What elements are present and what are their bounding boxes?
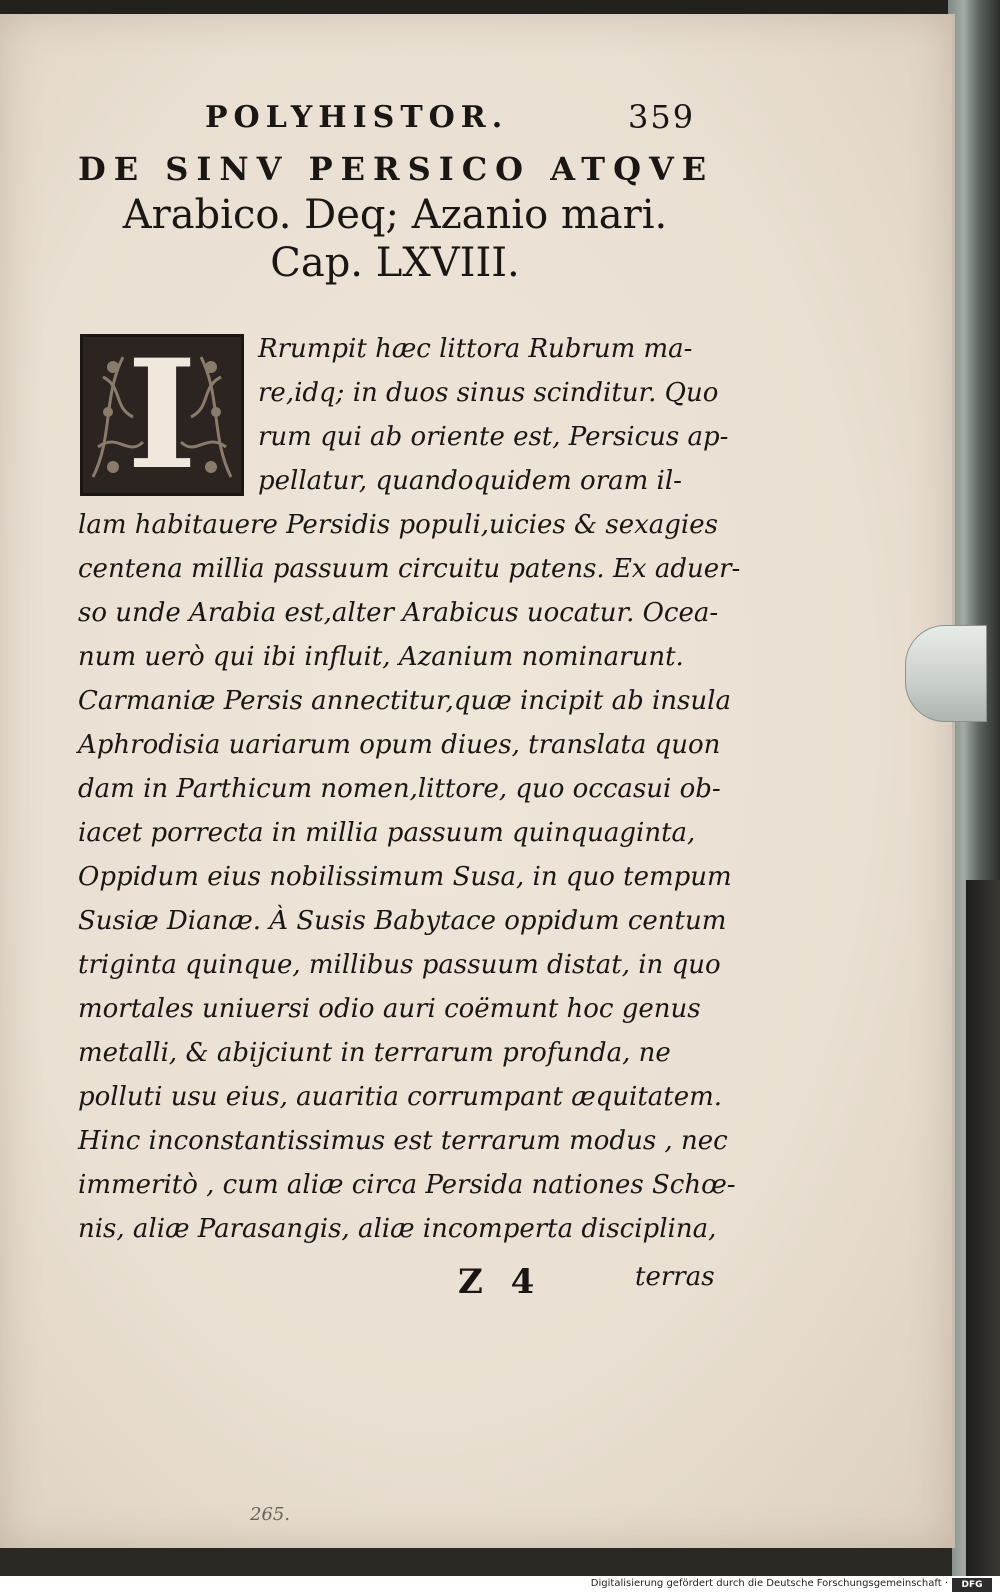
text-line: Hinc inconstantissimus est terrarum modus , nec: [78, 1126, 728, 1156]
text-line: lam habitauere Persidis populi,uicies & sexagies: [78, 510, 718, 540]
dfg-logo: DFG: [952, 1578, 992, 1592]
page-bottom-shadow: [0, 1548, 952, 1576]
chapter-title-line-3: Cap. LXVIII.: [270, 240, 520, 286]
text-line: so unde Arabia est,alter Arabicus uocatur. Ocea-: [78, 598, 719, 628]
text-line: iacet porrecta in millia passuum quinquaginta,: [78, 818, 696, 848]
footer-credit: Digitalisierung gefördert durch die Deutsche Forschungsgemeinschaft ·: [590, 1578, 948, 1589]
text-line: Aphrodisia uariarum opum diues, translata quon: [78, 730, 721, 760]
text-line: Oppidum eius nobilissimum Susa, in quo tempum: [78, 862, 732, 892]
text-line: Susiæ Dianæ. À Susis Babytace oppidum centum: [78, 906, 727, 936]
text-line: rum qui ab oriente est, Persicus ap-: [258, 422, 729, 452]
chapter-title-line-1: DE SINV PERSICO ATQVE: [78, 150, 715, 188]
text-line: dam in Parthicum nomen,littore, quo occasui ob-: [78, 774, 721, 804]
signature-mark: Z 4: [458, 1262, 543, 1302]
chapter-title-line-2: Arabico. Deq; Azanio mari.: [122, 192, 668, 238]
text-line: Carmaniæ Persis annectitur,quæ incipit ab insula: [78, 686, 731, 716]
page-clip: [905, 625, 987, 722]
text-line: num uerò qui ibi influit, Azanium nominarunt.: [78, 642, 684, 672]
text-line: triginta quinque, millibus passuum distat, in quo: [78, 950, 721, 980]
page-number: 359: [628, 98, 696, 136]
book-edge: [948, 0, 1000, 1594]
text-line: pellatur, quandoquidem oram il-: [258, 466, 682, 496]
text-line: metalli, & abijciunt in terrarum profunda, ne: [78, 1038, 671, 1068]
decorated-initial: [80, 334, 244, 496]
catchword: terras: [635, 1262, 715, 1292]
text-line: mortales uniuersi odio auri coëmunt hoc genus: [78, 994, 701, 1024]
running-head: POLYHISTOR.: [205, 100, 509, 135]
book-cover-board: [966, 880, 1000, 1580]
text-line: nis, aliæ Parasangis, aliæ incomperta disciplina,: [78, 1214, 717, 1244]
text-line: immeritò , cum aliæ circa Persida nationes Schœ-: [78, 1170, 736, 1200]
text-line: Rrumpit hæc littora Rubrum ma-: [258, 334, 693, 364]
pencil-annotation: 265.: [250, 1504, 291, 1525]
text-line: polluti usu eius, auaritia corrumpant æquitatem.: [78, 1082, 723, 1112]
text-line: centena millia passuum circuitu patens. Ex aduer-: [78, 554, 741, 584]
initial-letter: I: [126, 334, 198, 496]
text-line: re,idq; in duos sinus scinditur. Quo: [258, 378, 719, 408]
